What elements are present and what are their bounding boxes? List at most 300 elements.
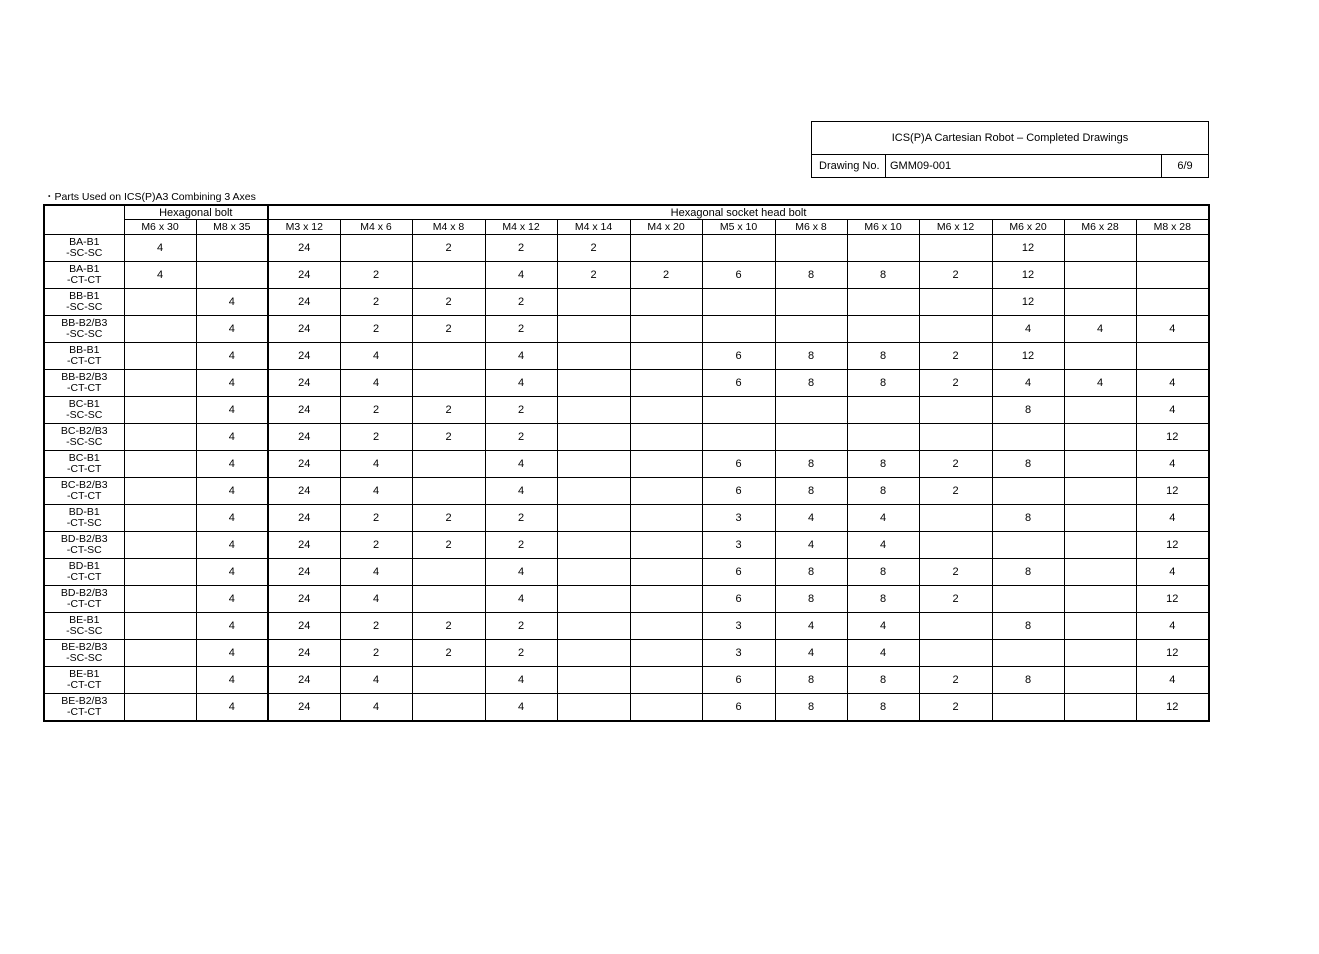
- model-line: -CT-CT: [67, 274, 102, 286]
- quantity-cell: 4: [1136, 451, 1209, 478]
- quantity-cell: 8: [992, 451, 1064, 478]
- quantity-cell: 8: [775, 370, 847, 397]
- quantity-cell: 4: [1064, 316, 1136, 343]
- quantity-cell: [124, 370, 196, 397]
- quantity-cell: 8: [775, 343, 847, 370]
- quantity-cell: 8: [847, 262, 919, 289]
- quantity-cell: 2: [412, 532, 485, 559]
- quantity-cell: 2: [919, 586, 992, 613]
- quantity-cell: 6: [702, 451, 775, 478]
- column-header: M6 x 20: [992, 220, 1064, 235]
- quantity-cell: 2: [557, 235, 630, 262]
- table-row: [44, 694, 1209, 722]
- quantity-cell: 2: [340, 613, 412, 640]
- column-header: M4 x 8: [412, 220, 485, 235]
- quantity-cell: 4: [775, 532, 847, 559]
- model-line: -CT-CT: [67, 679, 102, 691]
- quantity-cell: [630, 694, 702, 722]
- quantity-cell: 2: [340, 316, 412, 343]
- quantity-cell: 24: [268, 559, 340, 586]
- quantity-cell: [630, 343, 702, 370]
- quantity-cell: [196, 262, 268, 289]
- quantity-cell: [630, 478, 702, 505]
- model-cell: [44, 559, 124, 586]
- model-line: BC-B1: [68, 451, 100, 464]
- model-line: BA-B1: [69, 235, 100, 248]
- quantity-cell: [412, 478, 485, 505]
- quantity-cell: 6: [702, 343, 775, 370]
- quantity-cell: [1136, 262, 1209, 289]
- model-cell: [44, 532, 124, 559]
- model-line: -CT-CT: [67, 463, 102, 475]
- quantity-cell: [557, 316, 630, 343]
- quantity-cell: [630, 532, 702, 559]
- quantity-cell: 2: [412, 235, 485, 262]
- model-line: -SC-SC: [66, 625, 103, 637]
- quantity-cell: [630, 370, 702, 397]
- model-line: BC-B2/B3: [60, 478, 108, 491]
- quantity-cell: 3: [702, 532, 775, 559]
- quantity-cell: [124, 694, 196, 722]
- quantity-cell: 2: [919, 343, 992, 370]
- quantity-cell: 4: [196, 316, 268, 343]
- quantity-cell: [992, 424, 1064, 451]
- quantity-cell: [919, 640, 992, 667]
- quantity-cell: [630, 397, 702, 424]
- quantity-cell: 24: [268, 289, 340, 316]
- model-cell: [44, 586, 124, 613]
- model-cell: [44, 694, 124, 722]
- quantity-cell: 2: [919, 262, 992, 289]
- quantity-cell: [557, 424, 630, 451]
- quantity-cell: 4: [196, 370, 268, 397]
- table-row: [44, 586, 1209, 613]
- quantity-cell: 4: [340, 586, 412, 613]
- quantity-cell: 24: [268, 586, 340, 613]
- table-row: [44, 613, 1209, 640]
- quantity-cell: 8: [847, 451, 919, 478]
- quantity-cell: 12: [1136, 478, 1209, 505]
- quantity-cell: 24: [268, 262, 340, 289]
- quantity-cell: [124, 397, 196, 424]
- quantity-cell: 2: [919, 559, 992, 586]
- quantity-cell: 12: [1136, 532, 1209, 559]
- quantity-cell: 2: [485, 613, 557, 640]
- quantity-cell: 4: [847, 532, 919, 559]
- quantity-cell: [775, 316, 847, 343]
- model-line: BE-B2/B3: [61, 640, 108, 653]
- quantity-cell: 2: [919, 667, 992, 694]
- quantity-cell: 12: [1136, 694, 1209, 722]
- model-cell: [44, 667, 124, 694]
- quantity-cell: [1064, 532, 1136, 559]
- quantity-cell: 2: [485, 397, 557, 424]
- quantity-cell: 24: [268, 316, 340, 343]
- model-cell: [44, 640, 124, 667]
- quantity-cell: [847, 397, 919, 424]
- quantity-cell: [630, 505, 702, 532]
- table-row: [44, 505, 1209, 532]
- quantity-cell: [1064, 262, 1136, 289]
- quantity-cell: [1064, 343, 1136, 370]
- model-line: BB-B2/B3: [61, 316, 108, 329]
- model-line: -SC-SC: [66, 652, 103, 664]
- quantity-cell: [630, 451, 702, 478]
- quantity-cell: 4: [196, 586, 268, 613]
- quantity-cell: 3: [702, 505, 775, 532]
- quantity-cell: [992, 478, 1064, 505]
- table-row: [44, 424, 1209, 451]
- model-line: BC-B1: [68, 397, 100, 410]
- quantity-cell: [557, 640, 630, 667]
- column-header: M4 x 14: [557, 220, 630, 235]
- quantity-cell: 8: [775, 667, 847, 694]
- column-header: M8 x 35: [196, 220, 268, 235]
- quantity-cell: 2: [412, 640, 485, 667]
- quantity-cell: [1064, 478, 1136, 505]
- quantity-cell: 4: [196, 289, 268, 316]
- quantity-cell: 2: [340, 424, 412, 451]
- quantity-cell: 2: [412, 424, 485, 451]
- quantity-cell: 12: [1136, 586, 1209, 613]
- quantity-cell: [1064, 559, 1136, 586]
- model-line: BD-B2/B3: [60, 532, 108, 545]
- quantity-cell: 4: [196, 559, 268, 586]
- model-cell: [44, 235, 124, 262]
- quantity-cell: 4: [1064, 370, 1136, 397]
- quantity-cell: 6: [702, 667, 775, 694]
- quantity-cell: 2: [340, 505, 412, 532]
- quantity-cell: 2: [485, 235, 557, 262]
- model-cell: [44, 478, 124, 505]
- quantity-cell: [1064, 451, 1136, 478]
- quantity-cell: [124, 451, 196, 478]
- quantity-cell: 4: [1136, 613, 1209, 640]
- quantity-cell: [1064, 640, 1136, 667]
- quantity-cell: 12: [992, 235, 1064, 262]
- quantity-cell: 4: [1136, 667, 1209, 694]
- quantity-cell: 6: [702, 586, 775, 613]
- parts-table: [43, 204, 1210, 722]
- quantity-cell: [1136, 235, 1209, 262]
- model-header-cell: [44, 205, 124, 235]
- quantity-cell: [557, 694, 630, 722]
- quantity-cell: [775, 397, 847, 424]
- quantity-cell: [557, 667, 630, 694]
- quantity-cell: [775, 289, 847, 316]
- model-cell: [44, 289, 124, 316]
- model-line: BD-B1: [68, 559, 100, 572]
- quantity-cell: [630, 613, 702, 640]
- model-cell: [44, 316, 124, 343]
- quantity-cell: 4: [1136, 370, 1209, 397]
- quantity-cell: [919, 505, 992, 532]
- quantity-cell: [992, 532, 1064, 559]
- quantity-cell: 12: [1136, 640, 1209, 667]
- quantity-cell: [557, 478, 630, 505]
- quantity-cell: [1136, 343, 1209, 370]
- model-line: BB-B1: [69, 289, 100, 302]
- quantity-cell: [412, 667, 485, 694]
- quantity-cell: 4: [124, 235, 196, 262]
- quantity-cell: [992, 640, 1064, 667]
- quantity-cell: 4: [485, 478, 557, 505]
- quantity-cell: 12: [1136, 424, 1209, 451]
- table-row: [44, 235, 1209, 262]
- quantity-cell: 6: [702, 262, 775, 289]
- quantity-cell: 8: [847, 586, 919, 613]
- quantity-cell: [340, 235, 412, 262]
- model-line: BE-B1: [69, 613, 100, 626]
- quantity-cell: 4: [196, 478, 268, 505]
- quantity-cell: 4: [196, 451, 268, 478]
- quantity-cell: [557, 559, 630, 586]
- column-header: M6 x 8: [775, 220, 847, 235]
- model-line: -SC-SC: [66, 409, 103, 421]
- model-line: -CT-CT: [67, 706, 102, 718]
- model-cell: [44, 262, 124, 289]
- model-line: BD-B2/B3: [60, 586, 108, 599]
- quantity-cell: 4: [196, 613, 268, 640]
- quantity-cell: [1136, 289, 1209, 316]
- quantity-cell: 8: [847, 478, 919, 505]
- quantity-cell: 8: [847, 667, 919, 694]
- quantity-cell: [1064, 667, 1136, 694]
- quantity-cell: [919, 424, 992, 451]
- quantity-cell: 4: [775, 640, 847, 667]
- quantity-cell: 4: [340, 343, 412, 370]
- quantity-cell: [1064, 505, 1136, 532]
- quantity-cell: [412, 694, 485, 722]
- quantity-cell: [630, 586, 702, 613]
- table-row: [44, 343, 1209, 370]
- model-line: -SC-SC: [66, 436, 103, 448]
- quantity-cell: 4: [485, 559, 557, 586]
- model-line: BC-B2/B3: [60, 424, 108, 437]
- quantity-cell: 4: [485, 667, 557, 694]
- quantity-cell: 12: [992, 343, 1064, 370]
- quantity-cell: 2: [630, 262, 702, 289]
- model-cell: [44, 397, 124, 424]
- quantity-cell: 4: [196, 424, 268, 451]
- quantity-cell: 8: [775, 694, 847, 722]
- quantity-cell: [412, 370, 485, 397]
- quantity-cell: 8: [775, 586, 847, 613]
- quantity-cell: [124, 505, 196, 532]
- model-line: BD-B1: [68, 505, 100, 518]
- parts-body: [44, 235, 1209, 722]
- quantity-cell: [702, 289, 775, 316]
- quantity-cell: [124, 640, 196, 667]
- table-row: [44, 289, 1209, 316]
- model-cell: [44, 613, 124, 640]
- quantity-cell: 2: [412, 613, 485, 640]
- quantity-cell: 4: [485, 343, 557, 370]
- quantity-cell: 8: [775, 559, 847, 586]
- quantity-cell: 4: [124, 262, 196, 289]
- quantity-cell: 4: [196, 667, 268, 694]
- hex-bolt-group-header: Hexagonal bolt: [124, 205, 268, 220]
- quantity-cell: [702, 397, 775, 424]
- table-row: [44, 532, 1209, 559]
- page-number: 6/9: [1177, 160, 1193, 172]
- quantity-cell: [557, 370, 630, 397]
- quantity-cell: [124, 289, 196, 316]
- column-header: M6 x 12: [919, 220, 992, 235]
- quantity-cell: 8: [992, 613, 1064, 640]
- quantity-cell: [124, 424, 196, 451]
- quantity-cell: [630, 559, 702, 586]
- column-header: M6 x 10: [847, 220, 919, 235]
- quantity-cell: 4: [1136, 559, 1209, 586]
- quantity-cell: [1064, 289, 1136, 316]
- quantity-cell: 4: [775, 505, 847, 532]
- quantity-cell: [412, 451, 485, 478]
- table-row: [44, 262, 1209, 289]
- quantity-cell: [630, 316, 702, 343]
- quantity-cell: [919, 289, 992, 316]
- quantity-cell: 2: [340, 397, 412, 424]
- quantity-cell: 8: [992, 667, 1064, 694]
- quantity-cell: [124, 478, 196, 505]
- quantity-cell: [1064, 397, 1136, 424]
- column-header: M4 x 20: [630, 220, 702, 235]
- table-row: [44, 478, 1209, 505]
- model-line: BE-B2/B3: [61, 694, 108, 707]
- quantity-cell: 2: [557, 262, 630, 289]
- quantity-cell: [775, 424, 847, 451]
- quantity-cell: [919, 397, 992, 424]
- quantity-cell: [919, 316, 992, 343]
- quantity-cell: 4: [847, 505, 919, 532]
- size-header-row: [44, 220, 1209, 235]
- quantity-cell: 2: [919, 478, 992, 505]
- column-header: M3 x 12: [268, 220, 340, 235]
- table-caption: ・Parts Used on ICS(P)A3 Combining 3 Axes: [44, 191, 256, 203]
- quantity-cell: 2: [340, 532, 412, 559]
- quantity-cell: 2: [485, 424, 557, 451]
- model-line: BB-B1: [69, 343, 100, 356]
- quantity-cell: 2: [340, 640, 412, 667]
- quantity-cell: 2: [485, 289, 557, 316]
- model-line: BA-B1: [69, 262, 100, 275]
- quantity-cell: 24: [268, 667, 340, 694]
- quantity-cell: 24: [268, 370, 340, 397]
- column-header: M6 x 30: [124, 220, 196, 235]
- quantity-cell: [196, 235, 268, 262]
- column-header: M8 x 28: [1136, 220, 1209, 235]
- socket-bolt-group-header: Hexagonal socket head bolt: [268, 205, 1209, 220]
- quantity-cell: 4: [847, 613, 919, 640]
- model-cell: [44, 370, 124, 397]
- quantity-cell: 24: [268, 424, 340, 451]
- quantity-cell: [702, 316, 775, 343]
- column-header: M5 x 10: [702, 220, 775, 235]
- quantity-cell: [124, 586, 196, 613]
- quantity-cell: 4: [196, 397, 268, 424]
- quantity-cell: [630, 289, 702, 316]
- quantity-cell: 24: [268, 694, 340, 722]
- quantity-cell: [919, 235, 992, 262]
- quantity-cell: 24: [268, 640, 340, 667]
- quantity-cell: 4: [340, 370, 412, 397]
- quantity-cell: 2: [485, 640, 557, 667]
- model-line: -SC-SC: [66, 301, 103, 313]
- drawing-no-value: GMM09-001: [886, 155, 1162, 177]
- quantity-cell: 6: [702, 694, 775, 722]
- quantity-cell: 8: [992, 505, 1064, 532]
- quantity-cell: 4: [485, 694, 557, 722]
- quantity-cell: 4: [992, 370, 1064, 397]
- quantity-cell: [630, 424, 702, 451]
- quantity-cell: [775, 235, 847, 262]
- drawing-no-label: Drawing No.: [812, 155, 886, 177]
- model-line: -CT-SC: [66, 517, 102, 529]
- quantity-cell: 3: [702, 640, 775, 667]
- quantity-cell: [124, 343, 196, 370]
- quantity-cell: [630, 667, 702, 694]
- quantity-cell: 2: [485, 532, 557, 559]
- quantity-cell: [847, 235, 919, 262]
- quantity-cell: [1064, 586, 1136, 613]
- model-line: -CT-CT: [67, 598, 102, 610]
- quantity-cell: [992, 694, 1064, 722]
- quantity-cell: 2: [412, 316, 485, 343]
- quantity-cell: [557, 397, 630, 424]
- quantity-cell: [1064, 235, 1136, 262]
- quantity-cell: [557, 613, 630, 640]
- model-line: -SC-SC: [66, 247, 103, 259]
- quantity-cell: [412, 343, 485, 370]
- quantity-cell: 24: [268, 478, 340, 505]
- quantity-cell: 2: [412, 289, 485, 316]
- column-header: M4 x 12: [485, 220, 557, 235]
- table-row: [44, 451, 1209, 478]
- quantity-cell: 2: [919, 451, 992, 478]
- quantity-cell: [557, 343, 630, 370]
- quantity-cell: 4: [485, 451, 557, 478]
- group-header-row: [44, 205, 1209, 220]
- quantity-cell: [847, 316, 919, 343]
- quantity-cell: 6: [702, 559, 775, 586]
- quantity-cell: 4: [196, 640, 268, 667]
- quantity-cell: [557, 289, 630, 316]
- column-header: M6 x 28: [1064, 220, 1136, 235]
- quantity-cell: 2: [340, 289, 412, 316]
- table-row: [44, 370, 1209, 397]
- column-header: M4 x 6: [340, 220, 412, 235]
- quantity-cell: 2: [412, 397, 485, 424]
- quantity-cell: 3: [702, 613, 775, 640]
- quantity-cell: [847, 424, 919, 451]
- quantity-cell: 4: [1136, 316, 1209, 343]
- quantity-cell: 2: [412, 505, 485, 532]
- table-row: [44, 667, 1209, 694]
- quantity-cell: [1064, 694, 1136, 722]
- quantity-cell: 24: [268, 343, 340, 370]
- quantity-cell: 4: [340, 694, 412, 722]
- quantity-cell: 24: [268, 613, 340, 640]
- quantity-cell: [124, 316, 196, 343]
- quantity-cell: 8: [775, 451, 847, 478]
- model-line: -SC-SC: [66, 328, 103, 340]
- quantity-cell: 2: [485, 316, 557, 343]
- model-line: -CT-CT: [67, 571, 102, 583]
- quantity-cell: 4: [775, 613, 847, 640]
- quantity-cell: [557, 451, 630, 478]
- quantity-cell: [124, 667, 196, 694]
- quantity-cell: 2: [340, 262, 412, 289]
